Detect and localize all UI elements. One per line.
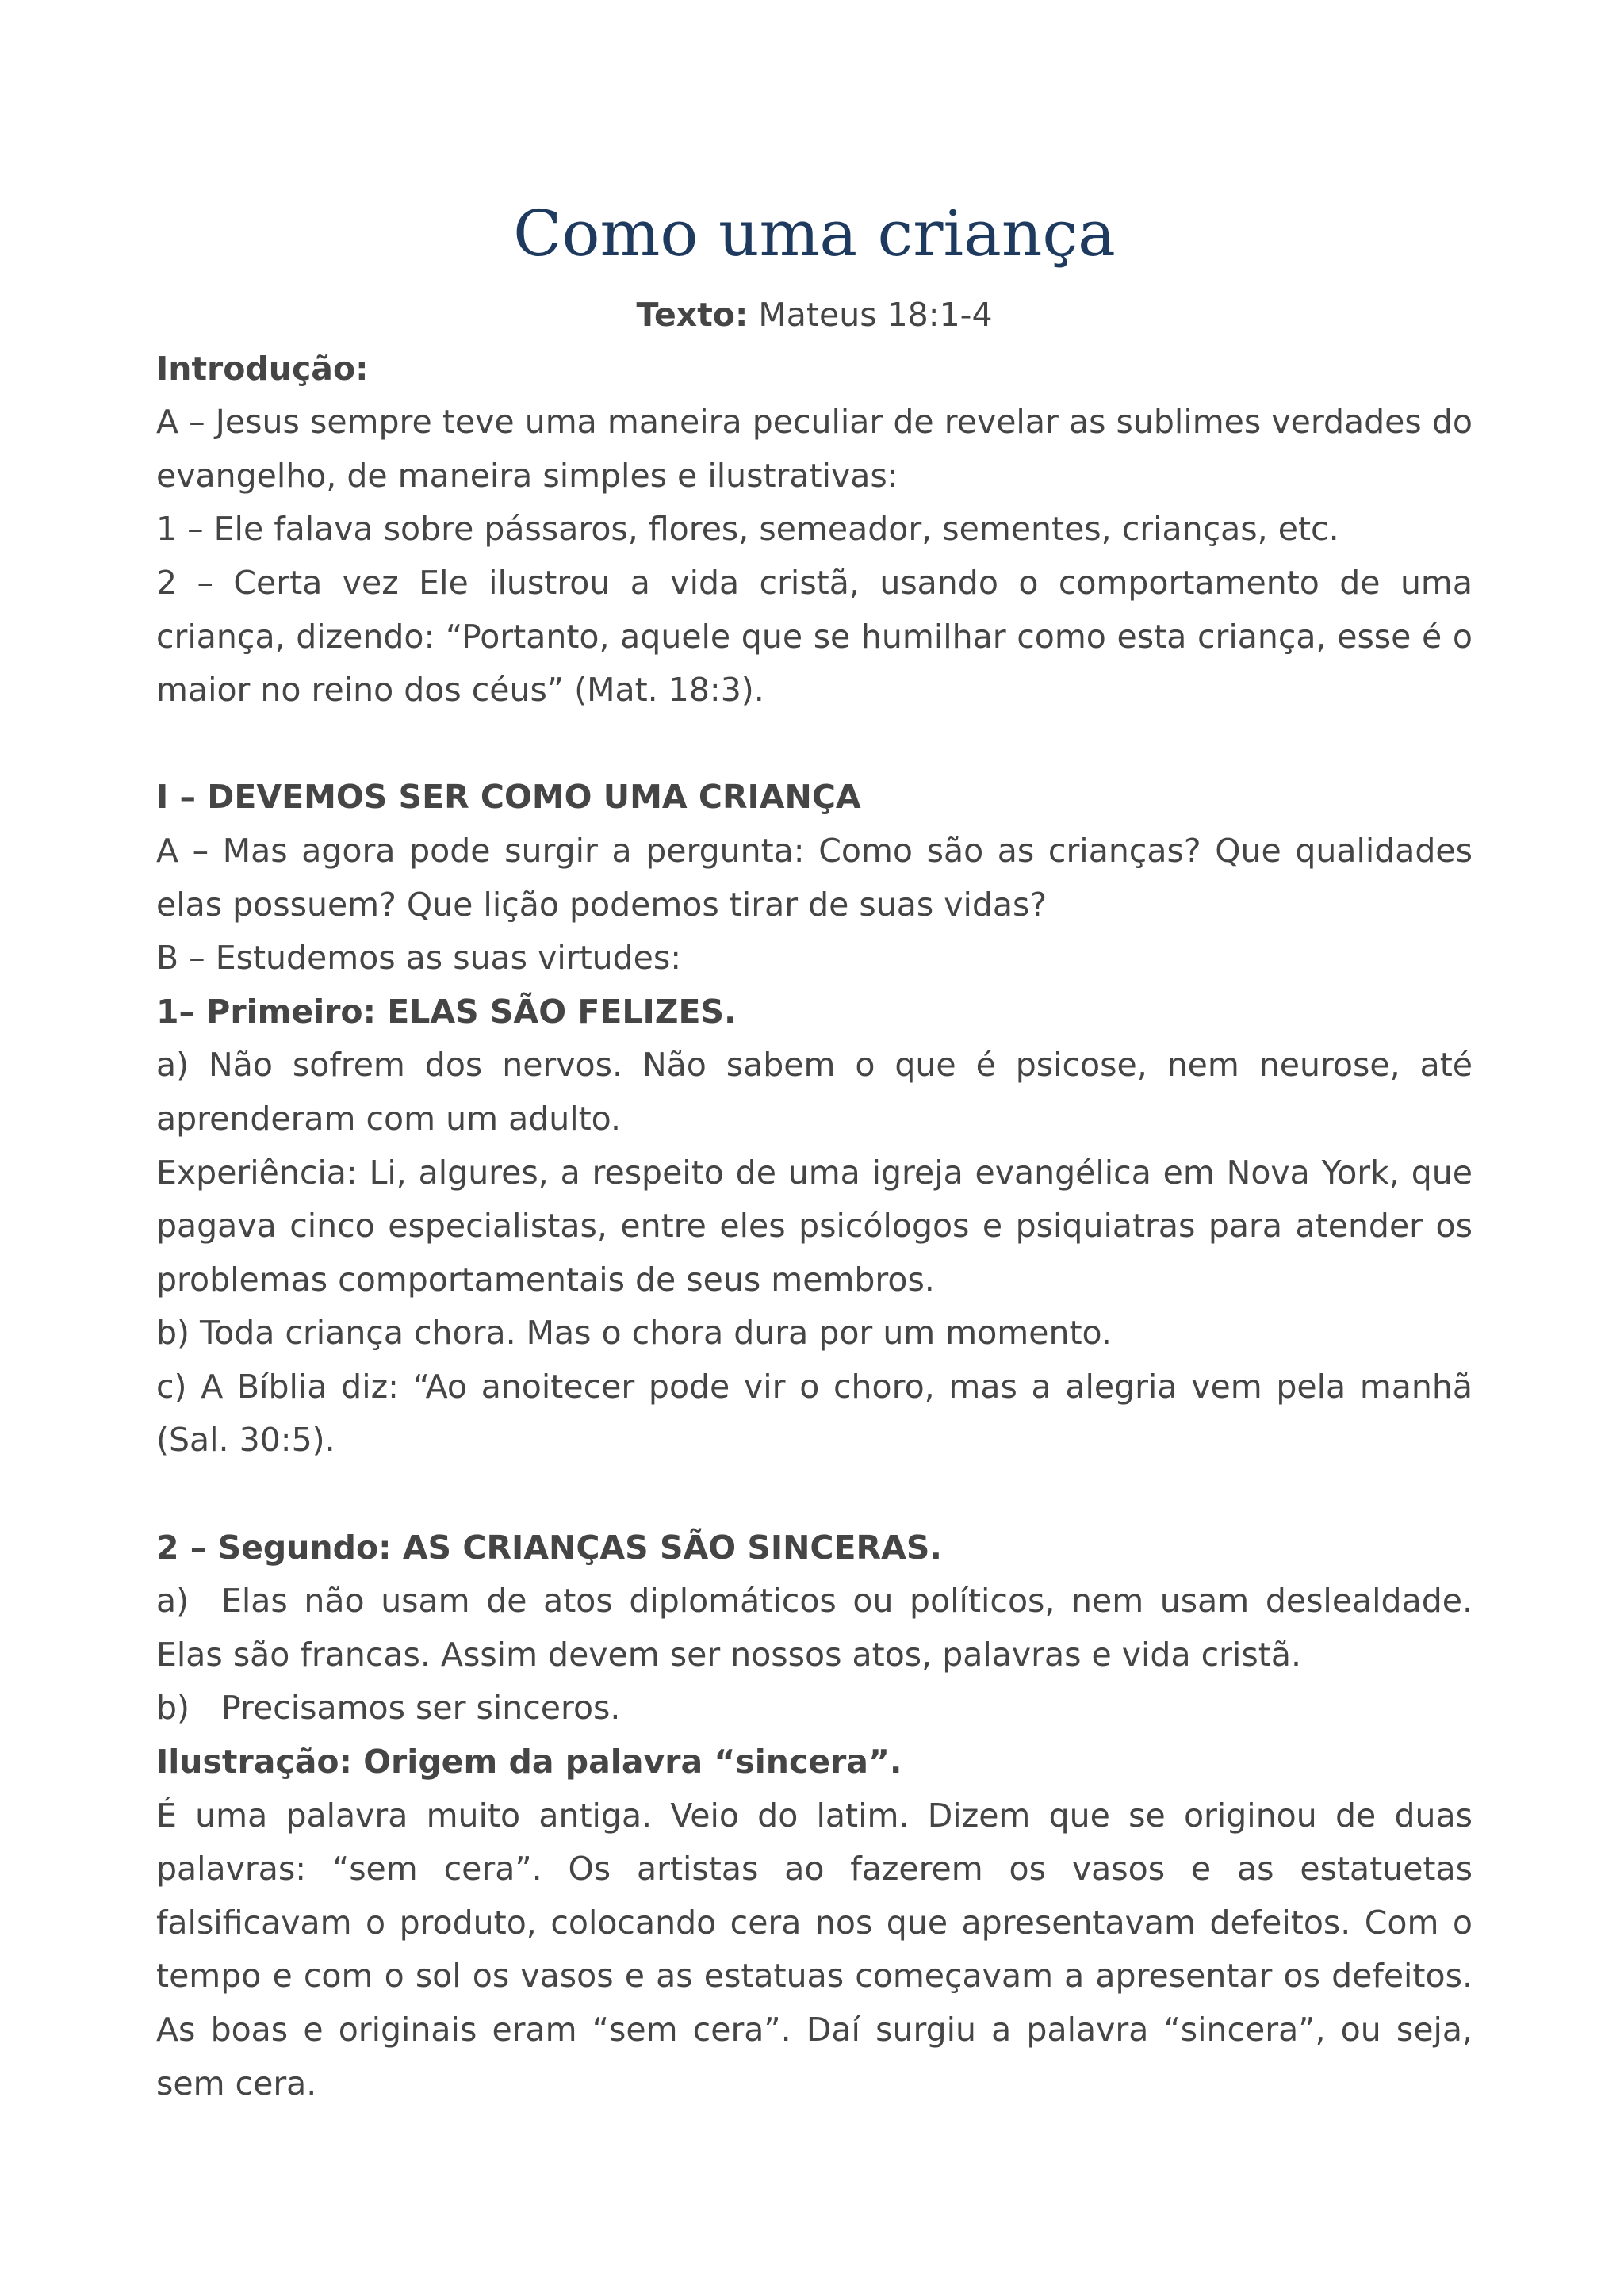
section-1-paragraph-2: B – Estudemos as suas virtudes: bbox=[156, 939, 682, 978]
item-text: Elas não usam de atos diplomáticos ou políticos, nem usam deslealdade. Elas são francas. Assim devem ser nossos atos, palavras e vida cristã. bbox=[156, 1582, 1473, 1674]
section-1-item-b: b) Toda criança chora. Mas o chora dura por um momento. bbox=[156, 1314, 1112, 1353]
section-1-experience: Experiência: Li, algures, a respeito de uma igreja evangélica em Nova York, que pagava cinco especialistas, entre eles psicólogos e psiquiatras para atender os problemas comportamentais de seus membros. bbox=[156, 1153, 1473, 1299]
scripture-reference bbox=[156, 289, 1473, 342]
illustration-heading: Ilustração: Origem da palavra “sincera”. bbox=[156, 1743, 902, 1781]
spacer bbox=[156, 718, 1473, 771]
section-1-heading: I – DEVEMOS SER COMO UMA CRIANÇA bbox=[156, 778, 861, 817]
intro-paragraph-1: A – Jesus sempre teve uma maneira peculiar de revelar as sublimes verdades do evangelho, de maneira simples e ilustrativas: bbox=[156, 403, 1473, 495]
section-1-item-a: a) Não sofrem dos nervos. Não sabem o que é psicose, nem neurose, até aprenderam com um adulto. bbox=[156, 1046, 1473, 1138]
item-marker: b) bbox=[156, 1689, 190, 1728]
intro-paragraph-2: 1 – Ele falava sobre pássaros, flores, semeador, sementes, crianças, etc. bbox=[156, 510, 1339, 549]
item-marker: a) bbox=[156, 1582, 190, 1621]
section-2-item-b bbox=[156, 1682, 1473, 1735]
section-1-sub-heading: 1– Primeiro: ELAS SÃO FELIZES. bbox=[156, 992, 737, 1031]
intro-heading: Introdução: bbox=[156, 349, 369, 388]
spacer bbox=[156, 1468, 1473, 1521]
section-2-heading: 2 – Segundo: AS CRIANÇAS SÃO SINCERAS. bbox=[156, 1528, 942, 1567]
intro-paragraph-3: 2 – Certa vez Ele ilustrou a vida cristã, usando o comportamento de uma criança, dizendo: “Portanto, aquele que se humilhar como esta criança, esse é o maior no reino dos céus” (Mat. 18:3). bbox=[156, 563, 1473, 710]
scripture-label: Texto: bbox=[636, 296, 749, 334]
section-1-paragraph-1: A – Mas agora pode surgir a pergunta: Como são as crianças? Que qualidades elas possuem? Que lição podemos tirar de suas vidas? bbox=[156, 831, 1473, 924]
illustration-paragraph: É uma palavra muito antiga. Veio do latim. Dizem que se originou de duas palavras: “sem cera”. Os artistas ao fazerem os vasos e as estatuetas falsificavam o produto, colocando cera nos que apresentavam defeitos. Com o tempo e com o sol os vasos e as estatuas começavam a apresentar os defeitos. As boas e originais eram “sem cera”. Daí surgiu a palavra “sincera”, ou seja, sem cera. bbox=[156, 1796, 1473, 2103]
section-1-item-c: c) A Bíblia diz: “Ao anoitecer pode vir o choro, mas a alegria vem pela manhã (Sal. 30:5). bbox=[156, 1367, 1473, 1460]
scripture-value: Mateus 18:1-4 bbox=[758, 296, 993, 334]
document-page bbox=[156, 182, 1473, 2110]
item-text: Precisamos ser sinceros. bbox=[221, 1689, 621, 1728]
document-title: Como uma criança bbox=[513, 197, 1116, 270]
section-2-item-a bbox=[156, 1575, 1473, 1682]
